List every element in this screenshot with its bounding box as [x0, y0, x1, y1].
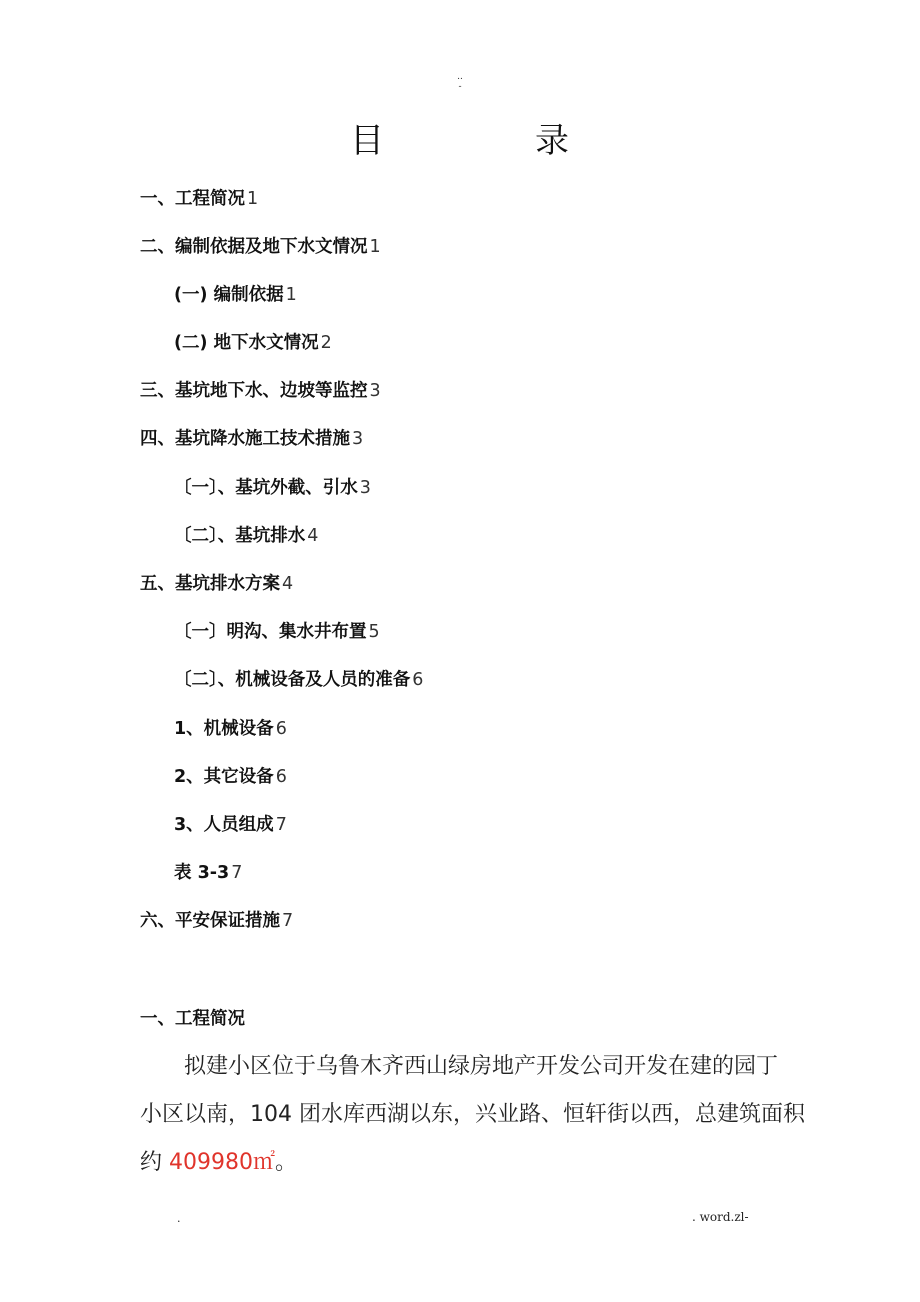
toc-item-page: 1 — [369, 237, 381, 257]
toc-item-5-1[interactable] — [174, 618, 380, 646]
toc-item-label: 〔二〕、机械设备及人员的准备 — [174, 670, 411, 690]
toc-title-left: 目 — [350, 121, 384, 161]
toc-item-page: 7 — [231, 863, 243, 883]
footer-right: . word.zl- — [692, 1210, 749, 1224]
area-value: 409980㎡ — [169, 1150, 275, 1175]
toc-item-page: 3 — [352, 429, 364, 449]
toc-title-right: 录 — [535, 121, 569, 161]
footer-left: . — [177, 1212, 181, 1225]
toc-item-5-2-3[interactable] — [174, 811, 287, 839]
toc-item-page: 7 — [282, 911, 294, 931]
toc-item-page: 4 — [307, 526, 319, 546]
toc-item-label: (二) 地下水文情况 — [174, 333, 319, 353]
toc-item-page: 6 — [412, 670, 424, 690]
header-dash: - — [458, 82, 462, 92]
toc-item-page: 7 — [275, 815, 287, 835]
toc-item-page: 5 — [368, 622, 380, 642]
toc-item-2-1[interactable] — [174, 281, 297, 309]
toc-item-page: 6 — [275, 767, 287, 787]
toc-item-label: 表 3-3 — [174, 863, 230, 883]
toc-item-table[interactable] — [174, 859, 242, 887]
toc-item-label: 四、基坑降水施工技术措施 — [140, 429, 350, 449]
toc-item-label: 三、基坑地下水、边坡等监控 — [140, 381, 368, 401]
paragraph-line-3 — [140, 1146, 297, 1180]
toc-item-page: 3 — [359, 478, 371, 498]
toc-item-5[interactable] — [140, 570, 293, 598]
toc-item-label: 〔一〕明沟、集水井布置 — [174, 622, 367, 642]
toc-item-4-1[interactable] — [174, 474, 371, 502]
toc-item-label: 二、编制依据及地下水文情况 — [140, 237, 368, 257]
toc-item-page: 2 — [320, 333, 332, 353]
toc-item-4-2[interactable] — [174, 522, 318, 550]
toc-title — [0, 118, 920, 164]
toc-item-label: 〔一〕、基坑外截、引水 — [174, 478, 358, 498]
toc-item-1[interactable] — [140, 185, 258, 213]
toc-item-2-2[interactable] — [174, 329, 332, 357]
toc-item-label: (一) 编制依据 — [174, 285, 284, 305]
toc-item-label: 2、其它设备 — [174, 767, 274, 787]
toc-item-page: 6 — [275, 719, 287, 739]
paragraph-line-2: 小区以南，104 团水库西湖以东，兴业路、恒轩街以西，总建筑面积 — [140, 1102, 805, 1127]
toc-item-page: 1 — [247, 189, 259, 209]
toc-item-4[interactable] — [140, 425, 363, 453]
paragraph-line-1: 拟建小区位于乌鲁木齐西山绿房地产开发公司开发在建的园丁 — [184, 1054, 779, 1079]
toc-item-3[interactable] — [140, 377, 381, 405]
section-heading: 一、工程简况 — [140, 1009, 245, 1029]
toc-item-page: 4 — [282, 574, 294, 594]
toc-item-5-2-1[interactable] — [174, 715, 287, 743]
toc-item-label: 五、基坑排水方案 — [140, 574, 280, 594]
toc-item-5-2-2[interactable] — [174, 763, 287, 791]
toc-item-6[interactable] — [140, 907, 293, 935]
toc-item-label: 一、工程简况 — [140, 189, 245, 209]
toc-item-label: 〔二〕、基坑排水 — [174, 526, 306, 546]
toc-item-label: 六、平安保证措施 — [140, 911, 280, 931]
toc-item-5-2[interactable] — [174, 666, 423, 694]
header-dots: .. — [457, 72, 463, 82]
line3-prefix: 约 — [140, 1150, 169, 1175]
toc-item-2[interactable] — [140, 233, 381, 261]
toc-item-label: 1、机械设备 — [174, 719, 274, 739]
toc-item-page: 3 — [369, 381, 381, 401]
toc-item-label: 3、人员组成 — [174, 815, 274, 835]
line3-suffix: 。 — [274, 1150, 297, 1175]
toc-item-page: 1 — [285, 285, 297, 305]
